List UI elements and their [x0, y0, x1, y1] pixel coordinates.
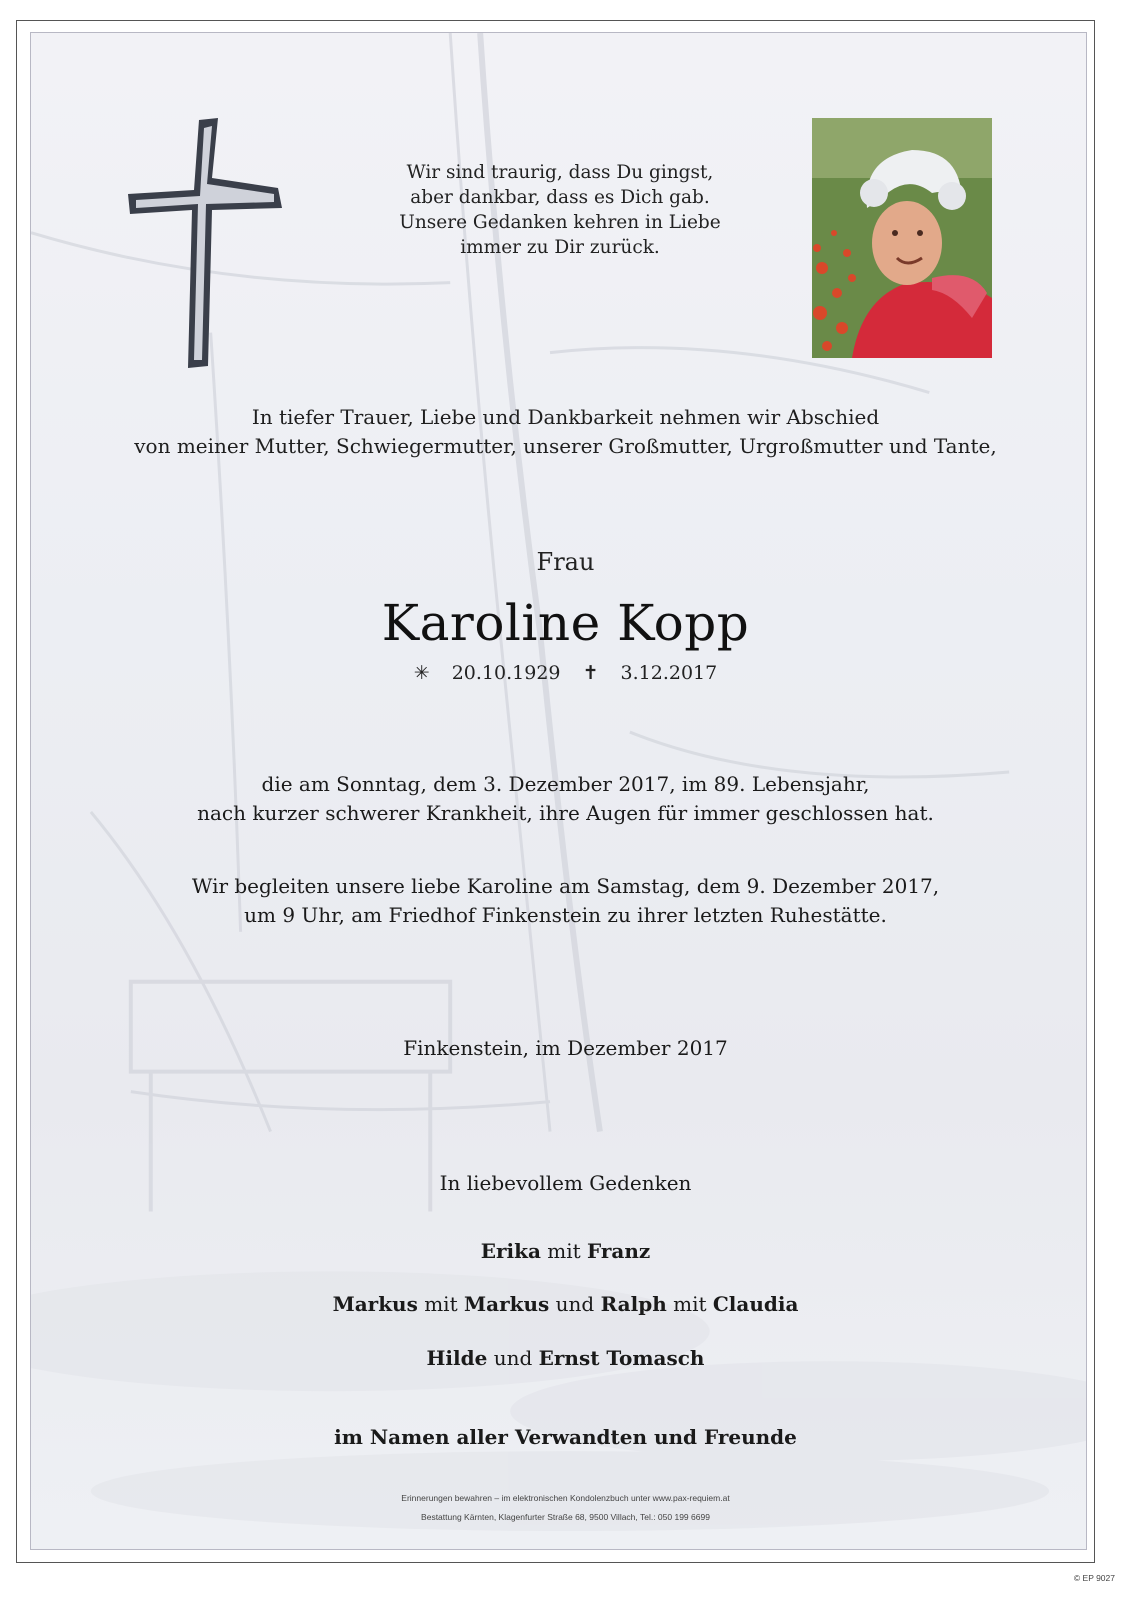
funeral-paragraph: [0, 872, 1131, 930]
intro-line: In tiefer Trauer, Liebe und Dankbarkeit nehmen wir Abschied: [251, 405, 880, 429]
quote-line: Unsere Gedanken kehren in Liebe: [399, 212, 721, 233]
intro-text: [0, 403, 1131, 461]
portrait-photo: [812, 118, 992, 358]
cross-icon: [128, 118, 284, 368]
memory-line: In liebevollem Gedenken: [439, 1171, 692, 1195]
family-name: Claudia: [712, 1292, 799, 1316]
footer-condolence: Erinnerungen bewahren – im elektronischen Kondolenzbuch unter www.pax-requiem.at: [401, 1493, 730, 1503]
honorific: Frau: [536, 548, 595, 576]
quote-line: Wir sind traurig, dass Du gingst,: [406, 162, 714, 183]
connector: mit: [547, 1239, 581, 1263]
quote-line: immer zu Dir zurück.: [460, 237, 660, 258]
family-line: [0, 1239, 1131, 1263]
life-dates: [0, 662, 1131, 684]
paragraph-line: nach kurzer schwerer Krankheit, ihre Augen für immer geschlossen hat.: [197, 801, 934, 825]
connector: und: [555, 1292, 595, 1316]
family-name: Markus: [463, 1292, 550, 1316]
family-name: Hilde: [426, 1346, 488, 1370]
death-date: 3.12.2017: [620, 662, 718, 684]
family-name: Ralph: [600, 1292, 667, 1316]
family-line: [0, 1292, 1131, 1316]
family-name: Markus: [332, 1292, 418, 1316]
birth-star-icon: ✳: [413, 662, 430, 684]
place-date: Finkenstein, im Dezember 2017: [403, 1036, 728, 1060]
deceased-name: Karoline Kopp: [381, 594, 750, 652]
footer-address: Bestattung Kärnten, Klagenfurter Straße 68, 9500 Villach, Tel.: 050 199 6699: [421, 1512, 710, 1522]
quote-line: aber dankbar, dass es Dich gab.: [410, 187, 710, 208]
death-notice-paragraph: [0, 770, 1131, 828]
family-name: Ernst Tomasch: [538, 1346, 705, 1370]
family-name: Franz: [587, 1239, 651, 1263]
paragraph-line: die am Sonntag, dem 3. Dezember 2017, im 89. Lebensjahr,: [261, 772, 870, 796]
family-line: [0, 1346, 1131, 1370]
intro-line: von meiner Mutter, Schwiegermutter, unserer Großmutter, Urgroßmutter und Tante,: [134, 434, 997, 458]
connector: mit: [424, 1292, 458, 1316]
birth-date: 20.10.1929: [451, 662, 561, 684]
family-name: Erika: [480, 1239, 541, 1263]
connector: mit: [673, 1292, 707, 1316]
death-cross-icon: ✝: [582, 662, 599, 684]
closing-line: im Namen aller Verwandten und Freunde: [334, 1425, 797, 1449]
quote-block: [360, 160, 760, 260]
print-code: © EP 9027: [1073, 1573, 1115, 1583]
connector: und: [493, 1346, 533, 1370]
paragraph-line: um 9 Uhr, am Friedhof Finkenstein zu ihrer letzten Ruhestätte.: [244, 903, 887, 927]
paragraph-line: Wir begleiten unsere liebe Karoline am Samstag, dem 9. Dezember 2017,: [191, 874, 940, 898]
